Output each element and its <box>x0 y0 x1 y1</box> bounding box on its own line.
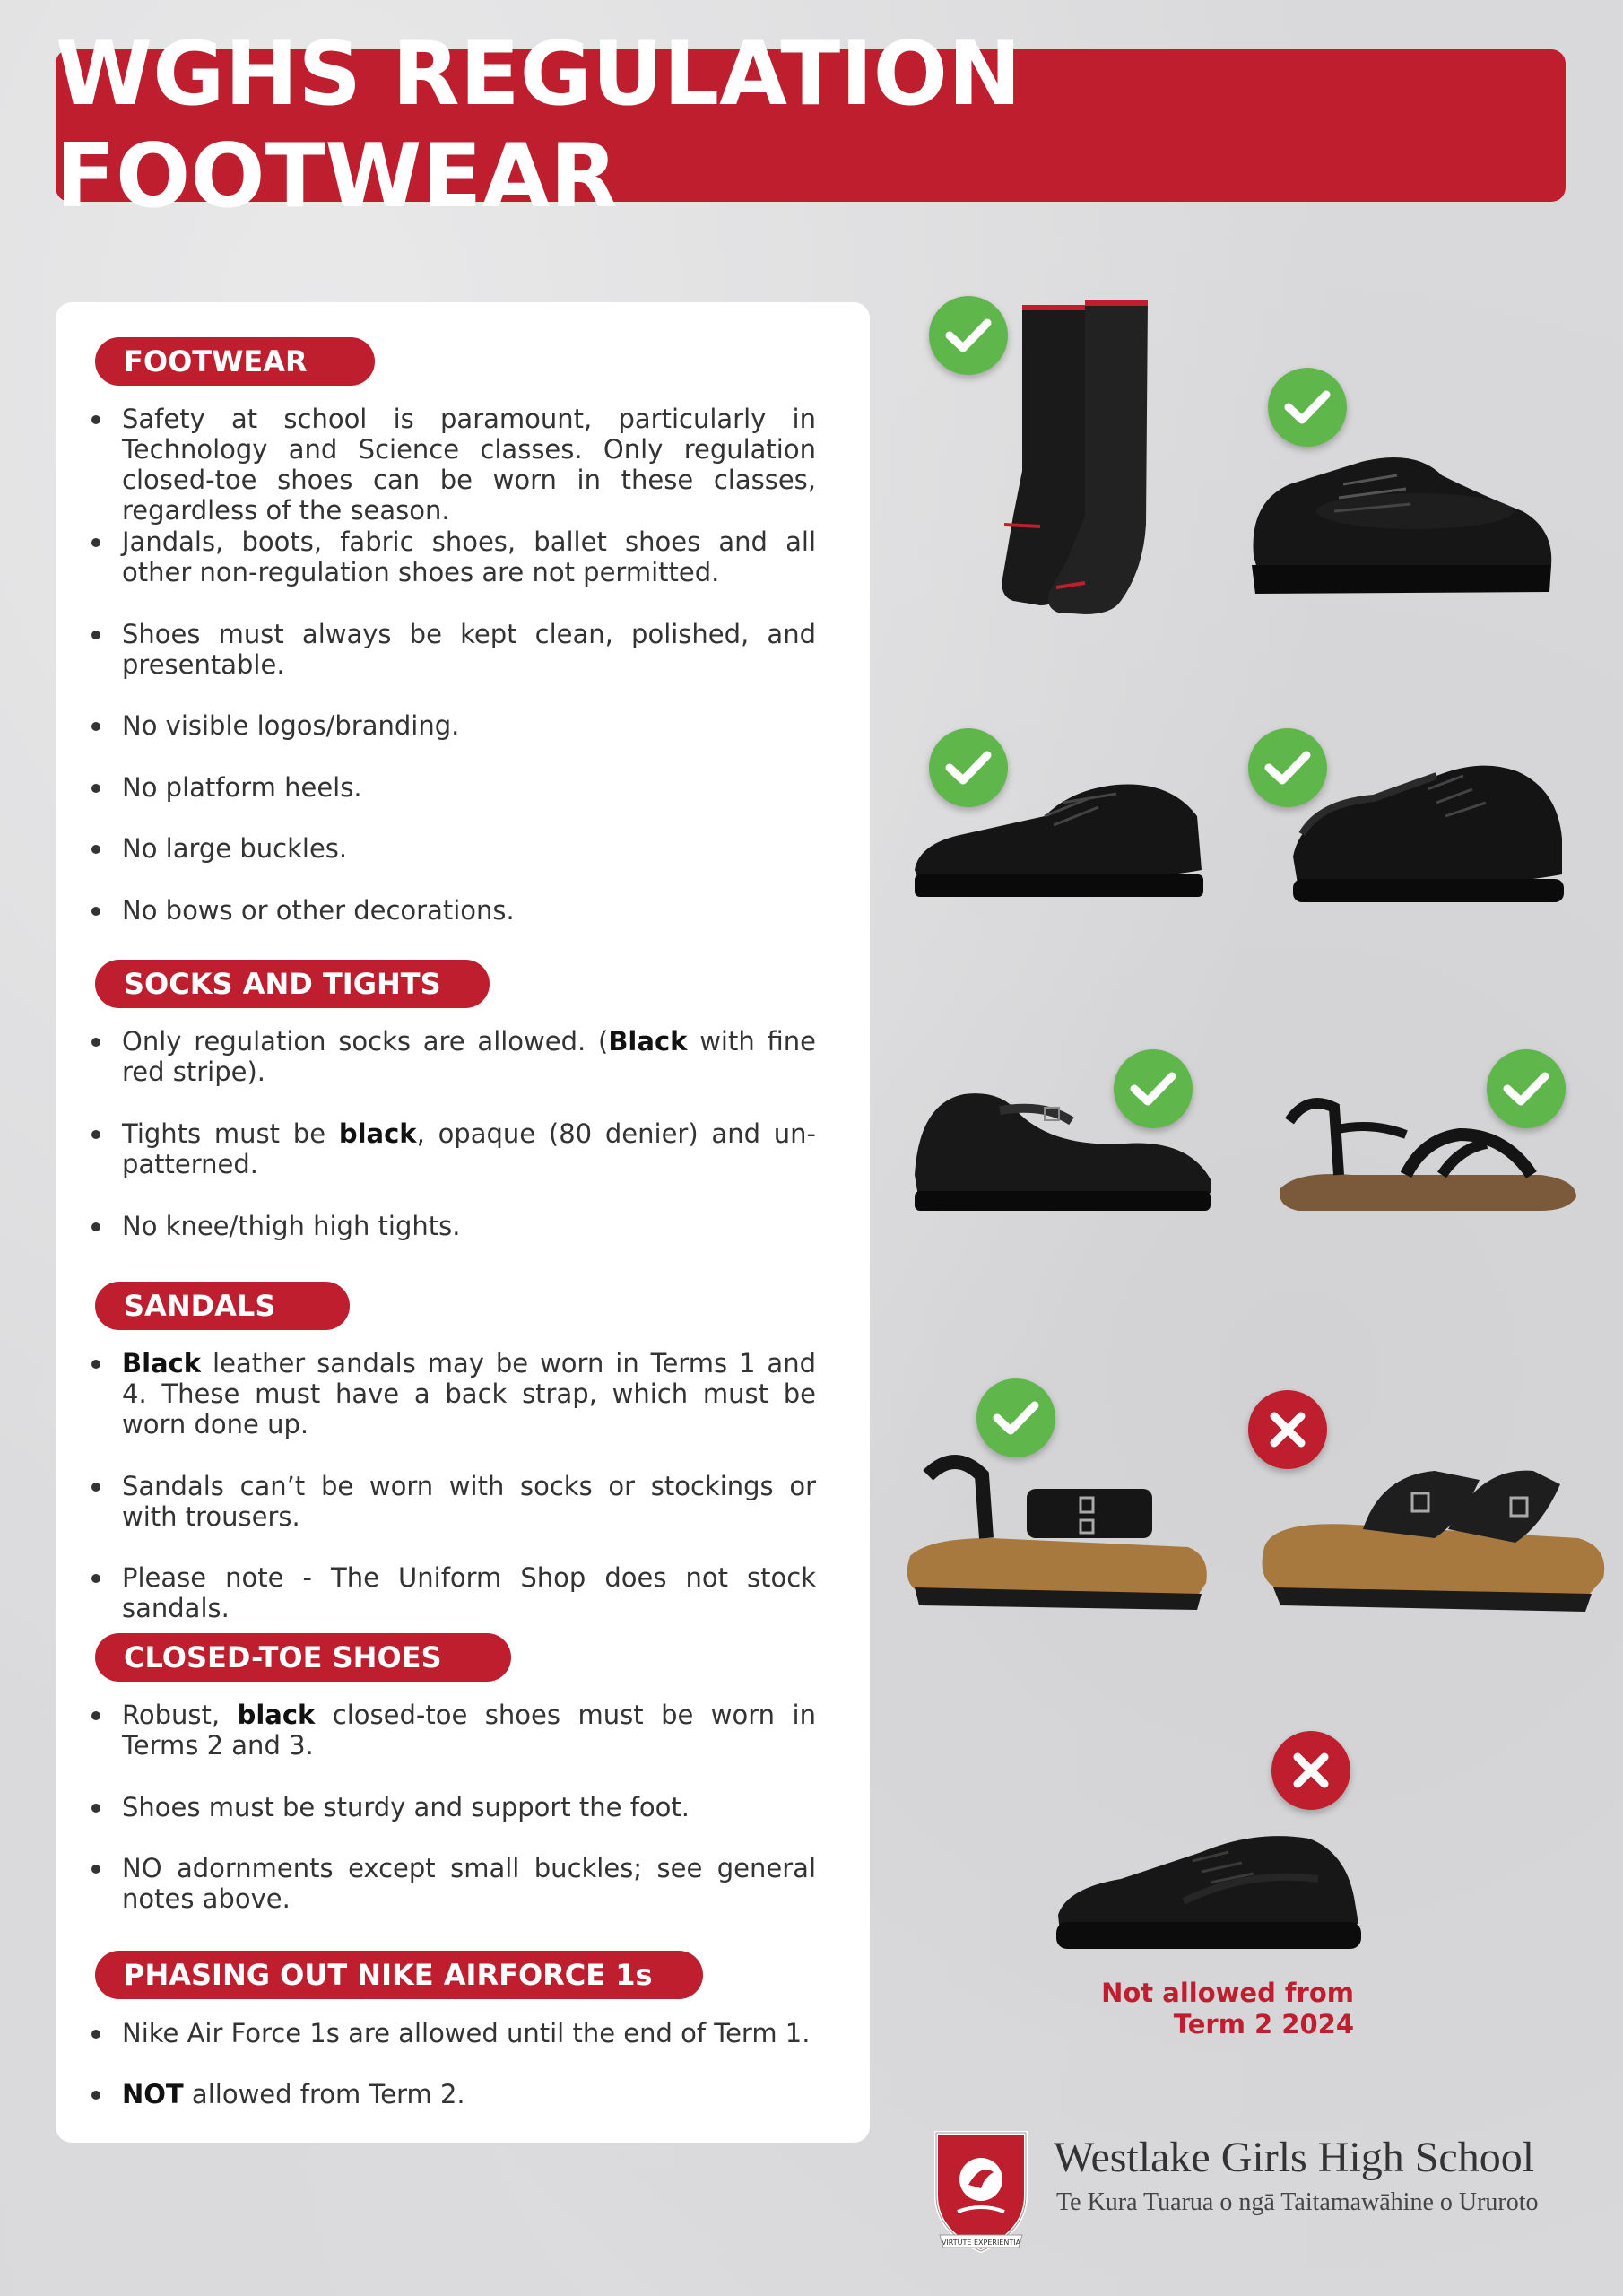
check-icon <box>1268 368 1347 447</box>
not-allowed-note: Not allowed from Term 2 2024 <box>1101 1978 1354 2039</box>
list-item: NO adornments except small buckles; see general notes above. <box>122 1853 816 1914</box>
nike-air-force-1-image <box>1049 1816 1367 1960</box>
school-name: Westlake Girls High School <box>1054 2134 1535 2181</box>
section-heading-socks: SOCKS AND TIGHTS <box>95 960 490 1008</box>
list-item: Please note - The Uniform Shop does not stock sandals. <box>122 1562 816 1623</box>
check-icon <box>976 1378 1055 1457</box>
list-item: Shoes must be sturdy and support the foot. <box>122 1792 816 1822</box>
check-icon <box>929 296 1008 375</box>
cross-icon <box>1248 1390 1327 1469</box>
list-item: No visible logos/branding. <box>122 710 816 741</box>
check-icon <box>1114 1049 1193 1128</box>
check-icon <box>1248 728 1327 807</box>
school-crest-logo <box>925 2126 1037 2260</box>
check-icon <box>1487 1049 1566 1128</box>
list-item: Black leather sandals may be worn in Terms 1 and 4. These must have a back strap, which must be worn done up. <box>122 1348 816 1439</box>
list-item: No knee/thigh high tights. <box>122 1211 816 1241</box>
check-icon <box>929 728 1008 807</box>
list-item: Only regulation socks are allowed. (Black with fine red stripe). <box>122 1026 816 1087</box>
list-item: NOT allowed from Term 2. <box>122 2079 816 2109</box>
rules-card <box>56 302 870 2143</box>
black-sneaker-shoe-image <box>1284 749 1571 919</box>
list-item: Nike Air Force 1s are allowed until the end of Term 1. <box>122 2018 816 2048</box>
list-item: No large buckles. <box>122 833 816 864</box>
list-item: Tights must be black, opaque (80 denier) and un-patterned. <box>122 1118 816 1179</box>
section-heading-sandals: SANDALS <box>95 1282 350 1330</box>
page-title: WGHS REGULATION FOOTWEAR <box>56 23 1021 228</box>
cross-icon <box>1271 1731 1350 1810</box>
crest-motto: VIRTUTE EXPERIENTIA <box>941 2239 1021 2247</box>
list-item: Sandals can’t be worn with socks or stockings or with trousers. <box>122 1471 816 1532</box>
back-strap-sandal-image <box>901 1439 1215 1619</box>
section-heading-nike: PHASING OUT NIKE AIRFORCE 1s <box>95 1951 703 1999</box>
school-subtitle: Te Kura Tuarua o ngā Taitamawāhine o Ururoto <box>1056 2188 1539 2216</box>
black-lace-shoe-image <box>1236 422 1558 601</box>
list-item: No bows or other decorations. <box>122 895 816 926</box>
list-item: Shoes must always be kept clean, polished, and presentable. <box>122 619 816 680</box>
list-item: No platform heels. <box>122 772 816 803</box>
list-item: Safety at school is paramount, particularly in Technology and Science classes. Only regulation closed-toe shoes can be worn in these classes, regardless of the season. <box>122 404 816 526</box>
list-item: Robust, black closed-toe shoes must be worn in Terms 2 and 3. <box>122 1700 816 1761</box>
title-banner <box>56 23 1566 228</box>
section-heading-closed-toe: CLOSED-TOE SHOES <box>95 1633 511 1682</box>
section-heading-footwear: FOOTWEAR <box>95 337 375 386</box>
list-item: Jandals, boots, fabric shoes, ballet shoes and all other non-regulation shoes are not permitted. <box>122 526 816 587</box>
slide-sandal-image <box>1255 1439 1610 1619</box>
